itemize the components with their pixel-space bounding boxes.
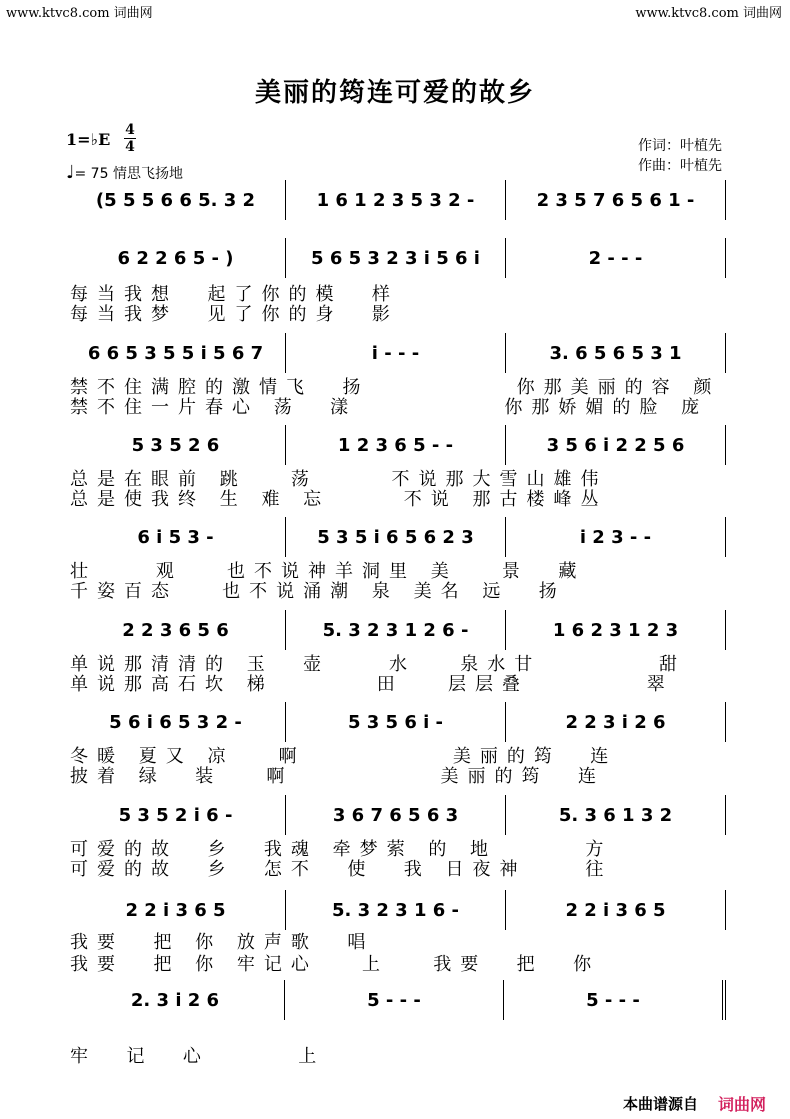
score-line: [66, 795, 726, 835]
measure: 2 2 3 6 5 6: [66, 610, 286, 650]
score-line: [66, 890, 726, 930]
measure: 1 6 2 3 1 2 3: [506, 610, 726, 650]
measure: 2. 3 i 2 6: [66, 980, 285, 1020]
composer: 作曲：叶植先: [638, 158, 722, 174]
measure: 5. 3 2 3 1 6 -: [286, 890, 506, 930]
measure: 5. 3 2 3 1 2 6 -: [286, 610, 506, 650]
measure: 3. 6 5 6 5 3 1: [506, 333, 726, 373]
site-watermark-right: www.ktvc8.com 词曲网: [635, 6, 782, 21]
lyric-line: 牢 记 心 上: [70, 1046, 326, 1067]
time-bottom: 4: [125, 139, 135, 155]
time-signature: [124, 122, 136, 155]
lyric-line: 每当我想 起了你的模 样: [70, 284, 399, 305]
lyric-line: 单说那高石坎 梯 田 层层叠 翠: [70, 674, 674, 695]
footer-source: 本曲谱源自: [622, 1095, 698, 1113]
time-top: 4: [125, 122, 135, 138]
lyric-line: 总是使我终 生 难 忘 不说 那古楼峰丛: [70, 489, 608, 510]
measure: 5 6 i 6 5 3 2 -: [66, 702, 286, 742]
measure: (5 5 5 6 6 5. 3 2: [66, 180, 286, 220]
lyric-line: 我要 把 你 牢记心 上 我要 把 你: [70, 954, 601, 975]
lyric-line: 冬暖 夏又 凉 啊 美丽的筠 连: [70, 746, 618, 767]
lyricist: 作词：叶植先: [638, 138, 722, 154]
measure: 5 3 5 6 i -: [286, 702, 506, 742]
measure: 2 2 i 3 6 5: [66, 890, 286, 930]
lyric-line: 单说那清清的 玉 壶 水 泉水甘 甜: [70, 654, 686, 675]
measure: 2 2 3 i 2 6: [506, 702, 726, 742]
lyric-line: 我要 把 你 放声歌 唱: [70, 932, 375, 953]
measure: i - - -: [286, 333, 506, 373]
lyric-line: 可爱的故 乡 怎不 使 我 日夜神 往: [70, 859, 613, 880]
measure: 1 2 3 6 5 - -: [286, 425, 506, 465]
lyric-line: 千姿百态 也不说涌潮 泉 美名 远 扬: [70, 581, 566, 602]
measure: 6 6 5 3 5 5 i 5 6 7: [66, 333, 286, 373]
measure: 5 - - -: [285, 980, 504, 1020]
score-line: [66, 610, 726, 650]
lyric-line: 壮 观 也不说神羊洞里 美 景 藏: [70, 561, 586, 582]
measure: i 2 3 - -: [506, 517, 726, 557]
score-line: [66, 980, 726, 1020]
measure: 2 2 i 3 6 5: [506, 890, 726, 930]
quarter-note-icon: ♩: [66, 162, 75, 183]
song-title: 美丽的筠连可爱的故乡: [254, 78, 535, 108]
measure: 3 5 6 i 2 2 5 6: [506, 425, 726, 465]
score-line: [66, 333, 726, 373]
lyric-line: 每当我梦 见了你的身 影: [70, 304, 399, 325]
measure: 5 3 5 i 6 5 6 2 3: [286, 517, 506, 557]
measure: 5 6 5 3 2 3 i 5 6 i: [286, 238, 506, 278]
lyric-line: 总是在眼前 跳 荡 不说那大雪山雄伟: [70, 469, 608, 490]
key-signature: 1=♭E: [66, 130, 111, 149]
tempo-text: = 75 情思飞扬地: [74, 166, 183, 182]
footer-brand-logo: 词曲网: [717, 1095, 766, 1114]
measure: 5 3 5 2 6: [66, 425, 286, 465]
measure: 3 6 7 6 5 6 3: [286, 795, 506, 835]
measure: 2 - - -: [506, 238, 726, 278]
footer: [623, 1092, 766, 1115]
credits: [638, 136, 722, 176]
score-line: [66, 425, 726, 465]
measure: 6 i 5 3 -: [66, 517, 286, 557]
lyric-line: 禁不住满腔的激情飞 扬 你那美丽的容 颜: [70, 377, 721, 398]
measure: 5. 3 6 1 3 2: [506, 795, 726, 835]
measure: 5 - - -: [504, 980, 726, 1020]
lyric-line: 可爱的故 乡 我魂 牵梦萦 的 地 方: [70, 839, 613, 860]
score-line: [66, 238, 726, 278]
lyric-line: 披着 绿 装 啊 美丽的筠 连: [70, 766, 605, 787]
measure: 2 3 5 7 6 5 6 1 -: [506, 180, 726, 220]
score-line: [66, 180, 726, 220]
measure: 5 3 5 2 i 6 -: [66, 795, 286, 835]
measure: 1 6 1 2 3 5 3 2 -: [286, 180, 506, 220]
site-watermark-left: www.ktvc8.com 词曲网: [6, 6, 153, 21]
lyric-line: 禁不住一片春心 荡 漾 你那娇媚的脸 庞: [70, 397, 709, 418]
score-line: [66, 702, 726, 742]
score-line: [66, 517, 726, 557]
measure: 6 2 2 6 5 - ): [66, 238, 286, 278]
